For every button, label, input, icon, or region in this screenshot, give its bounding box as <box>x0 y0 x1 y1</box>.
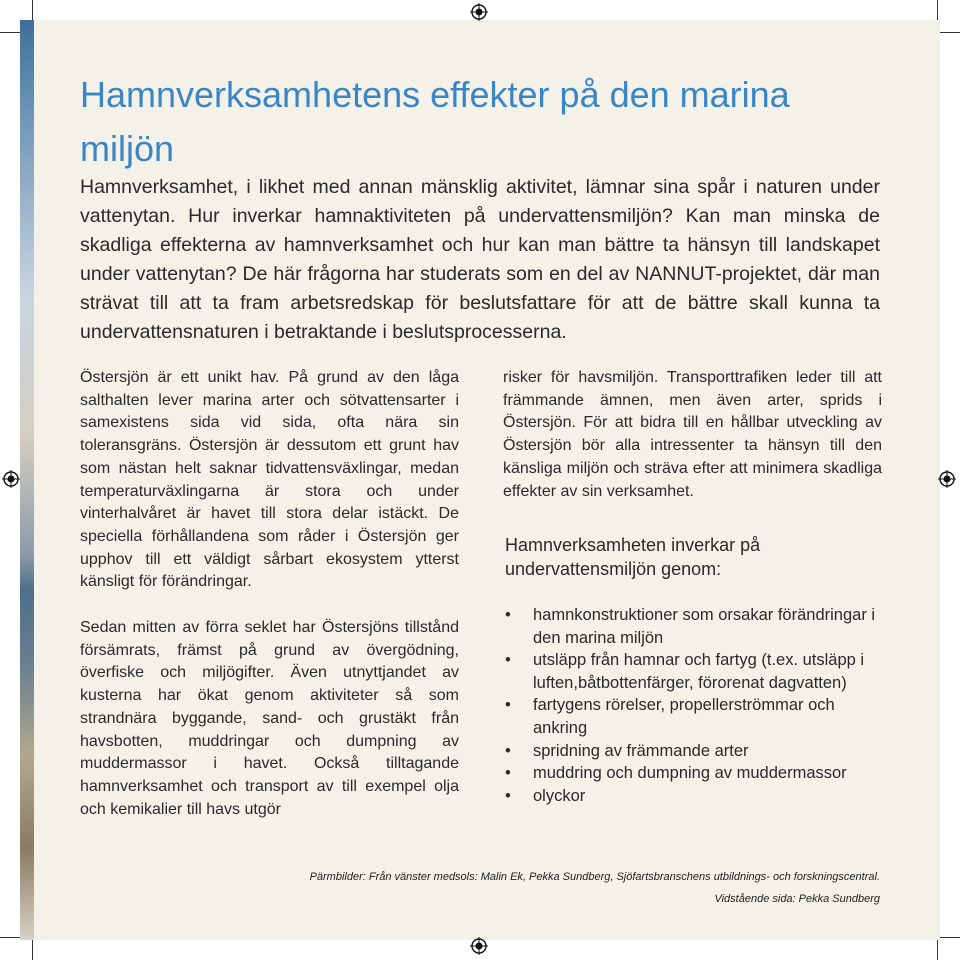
crop-mark <box>0 32 20 33</box>
body-paragraph-decline: Sedan mitten av förra seklet har Östersjöns tillstånd försämrats, främst på grund av övergödning, överfiske och miljögifter. Även utnyttjandet av kusterna har ökat genom aktiviteter så som strandnära byggande, sand- och grustäkt från havsbotten, muddringar och dumpning av muddermassor i havet. Också tilltagande hamnverksamhet och transport av till exempel olja och kemikalier till havs utgör <box>80 619 459 818</box>
bullet-icon: • <box>505 696 511 715</box>
impact-list <box>505 604 885 807</box>
intro-paragraph: Hamnverksamhet, i likhet med annan mänsklig aktivitet, lämnar sina spår i naturen under vattenytan. Hur inverkar hamnaktiviteten på undervattensmiljön? Kan man minska de skadliga effekterna av hamnverksamhet och hur kan man bättre ta hänsyn till landskapet under vattenytan? De här frågorna har studerats som en del av NANNUT-projektet, där man strävat till att ta fram arbetsredskap för beslutsfattare för att de bättre skall kunna ta undervattensnaturen i betraktande i beslutsprocesserna. <box>80 176 880 343</box>
bullet-icon: • <box>505 651 511 670</box>
list-item: • muddring och dumpning av muddermassor <box>505 762 885 785</box>
bullet-icon: • <box>505 606 511 624</box>
photo-bleed-strip <box>20 20 34 940</box>
registration-mark-icon <box>470 937 488 955</box>
list-item: • spridning av främmande arter <box>505 740 885 763</box>
crop-mark <box>32 940 33 960</box>
registration-mark-icon <box>2 470 20 488</box>
crop-mark <box>937 940 938 960</box>
page-title: Hamnverksamhetens effekter på den marina miljön <box>80 74 790 169</box>
list-item: • hamnkonstruktioner som orsakar förändringar i den marina miljön <box>505 606 876 647</box>
crop-mark <box>32 0 33 20</box>
text-column-right <box>503 367 882 503</box>
bullet-icon: • <box>505 741 511 760</box>
bullet-icon: • <box>505 764 511 783</box>
body-paragraph-risks: risker för havsmiljön. Transporttrafiken leder till att främmande ämnen, men även arter, sprids i Östersjön. För att bidra till en hållbar utveckling av Östersjön bör alla intressenter ta hänsyn till den känsliga miljön och sträva efter att minimera skadliga effekter av sin verksamhet. <box>503 369 882 500</box>
crop-mark <box>0 937 20 938</box>
list-subheading: Hamnverksamheten inverkar på undervattensmiljön genom: <box>505 535 761 579</box>
body-paragraph-baltic: Östersjön är ett unikt hav. På grund av den låga salthalten lever marina arter och sötvattensarter i samexistens sida vid sida, ofta nära sin toleransgräns. Östersjön är dessutom ett grunt hav som nästan helt saknar tidvattensväxlingar, medan temperaturväxlingarna är stora och under vinterhalvåret är havet till stora delar istäckt. De speciella förhållandena som råder i Östersjön ger upphov till ett väldigt sårbart ekosystem ytterst känsligt för förändringar. <box>80 369 459 591</box>
list-item: • utsläpp från hamnar och fartyg (t.ex. utsläpp i luften,båtbottenfärger, förorenat dagvatten) <box>505 651 865 692</box>
list-item: • fartygens rörelser, propellerströmmar och ankring <box>505 696 835 737</box>
crop-mark <box>937 0 938 20</box>
cover-photo-credits: Pärmbilder: Från vänster medsols: Malin Ek, Pekka Sundberg, Sjöfartsbranschens utbildnings- och forskningscentral. <box>309 871 880 883</box>
crop-mark <box>940 937 960 938</box>
registration-mark-icon <box>938 470 956 488</box>
bullet-icon: • <box>505 786 511 805</box>
text-column-left <box>80 367 459 821</box>
registration-mark-icon <box>470 3 488 21</box>
list-item: • olyckor <box>505 785 885 808</box>
crop-mark <box>940 32 960 33</box>
opposite-page-credit: Vidstående sida: Pekka Sundberg <box>714 893 880 905</box>
